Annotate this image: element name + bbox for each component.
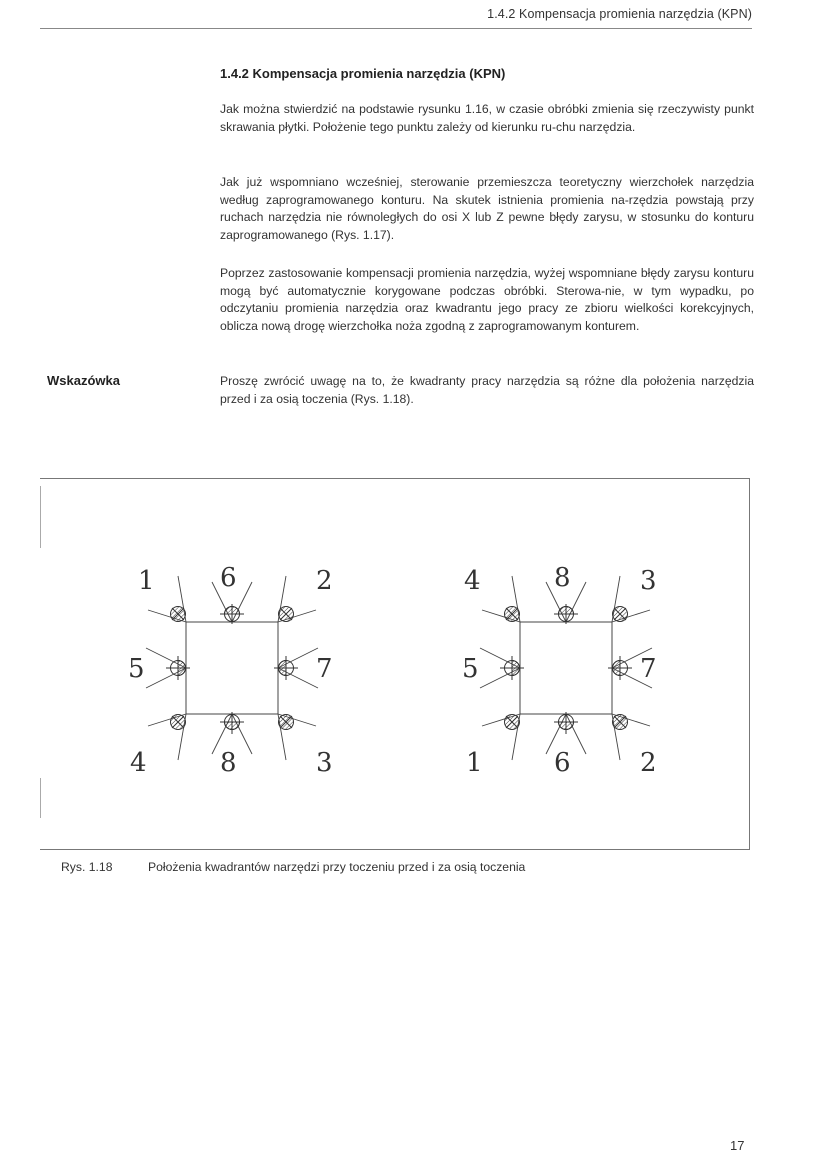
label-middle-right: 7 [640, 654, 657, 684]
running-header: 1.4.2 Kompensacja promienia narzędzia (KPN) [487, 7, 752, 21]
quadrant-diagram-left [128, 563, 333, 778]
label-bottom-middle: 6 [554, 748, 571, 778]
label-bottom-left: 4 [130, 748, 147, 778]
label-bottom-right: 3 [316, 748, 333, 778]
label-top-middle: 6 [220, 563, 237, 593]
page-number: 17 [730, 1138, 745, 1153]
label-top-right: 3 [640, 566, 657, 596]
paragraph-2: Jak już wspomniano wcześniej, sterowanie przemieszcza teoretyczny wierzchołek narzędzia według zaprogramowanego konturu. Na skutek istnienia promienia na-rzędzia powstają przy ruchach narzędzia nie równoległych do osi X lub Z pewne błędy zarysu, w stosunku do konturu zaprogramowanego (Rys. 1.17). [220, 175, 754, 242]
paragraph-1: Jak można stwierdzić na podstawie rysunku 1.16, w czasie obróbki zmienia się rzeczywisty punkt skrawania płytki. Położenie tego punktu zależy od kierunku ru-chu narzędzia. [220, 102, 754, 134]
header-divider [40, 28, 752, 29]
quadrant-diagram-right [462, 563, 657, 778]
label-top-right: 2 [316, 566, 333, 596]
label-top-middle: 8 [554, 563, 571, 593]
section-title: 1.4.2 Kompensacja promienia narzędzia (KPN) [220, 66, 506, 81]
label-middle-left: 5 [128, 654, 145, 684]
label-middle-right: 7 [316, 654, 333, 684]
label-bottom-middle: 8 [220, 748, 237, 778]
figure-quadrant-diagram [40, 478, 750, 850]
figure-caption-number: Rys. 1.18 [61, 860, 113, 874]
paragraph-3: Poprzez zastosowanie kompensacji promienia narzędzia, wyżej wspomniane błędy zarysu konturu mogą być automatycznie korygowane podczas obróbki. Sterowa-nie, w tym wypadku, po odczytaniu promienia narzędzia oraz kwadrantu jego pracy ze zbioru wielkości korekcyjnych, oblicza nową drogę wierzchołka noża zgodną z zaprogramowanym konturem. [220, 266, 754, 333]
label-bottom-left: 1 [466, 748, 483, 778]
label-top-left: 1 [138, 566, 155, 596]
label-top-left: 4 [464, 566, 481, 596]
note-text: Proszę zwrócić uwagę na to, że kwadranty pracy narzędzia są różne dla położenia narzędzia przed i za osią toczenia (Rys. 1.18). [220, 374, 754, 406]
note-label: Wskazówka [47, 373, 120, 388]
label-middle-left: 5 [462, 654, 479, 684]
label-bottom-right: 2 [640, 748, 657, 778]
figure-caption-text: Położenia kwadrantów narzędzi przy toczeniu przed i za osią toczenia [148, 860, 526, 874]
